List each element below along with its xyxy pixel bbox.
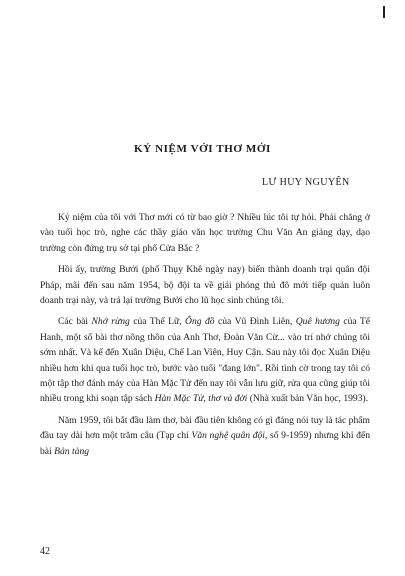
- paragraph: [40, 413, 370, 459]
- paragraph-text: Kỷ niệm của tôi với Thơ mới có từ bao giờ ? Nhiều lúc tôi tự hỏi. Phải chăng ở vào tuổi học trò, nghe các thầy giáo văn học trường Chu Văn An giảng dạy, dạo trường còn đứng trụ sở tại phố Cửa Bắc ?: [40, 212, 370, 254]
- paragraph-text: của Tế Hanh, một số bài thơ nông thôn của Anh Thơ, Đoàn Văn Cừ... vào trí nhớ chúng tôi sớm nhất. Và kế đến Xuân Diệu, Chế Lan Viên, Huy Cận. Sau này tôi đọc Xuân Diệu nhiều hơn khi qua tuổi học trò, bước vào tuổi "đang lớn". Rồi tình cờ trong tay tôi có một tập thơ đánh máy của Hàn Mặc Tử đến nay tôi vẫn lưu giữ, rửa qua cũng giúp tôi nhiều trong khi soạn tập sách: [40, 316, 370, 405]
- paragraph-text: Năm 1959, tôi bắt đầu làm thơ, bài đầu tiên không có gì đáng nói tuy là tác phẩm đầu tay dài hơn một trăm câu (Tạp chí: [40, 414, 370, 442]
- paragraph-text: Hồi ấy, trường Bưởi (phố Thụy Khê ngày nay) biến thành doanh trại quân đội Pháp, mãi đến sau năm 1954, bộ đội ta về giải phóng thủ đô mới tiếp quản luôn doanh trại này, và trả lại trường Bưởi cho lũ học sinh chúng tôi.: [40, 264, 370, 307]
- paragraph-text: của Vũ Đình Liên,: [214, 316, 296, 328]
- paragraph-text: Các bài: [58, 316, 92, 328]
- italic-title-text: Bản tàng: [54, 445, 90, 457]
- article-title: KỶ NIỆM VỚI THƠ MỚI: [134, 143, 271, 155]
- author-name: LƯ HUY NGUYÊN: [262, 177, 350, 188]
- paragraph: [40, 314, 370, 406]
- italic-title-text: Hàn Mặc Tử, thơ và đời: [154, 393, 248, 405]
- paragraph-text: (Nhà xuất bản Văn học, 1993).: [247, 393, 369, 405]
- paragraph-text: của Thế Lữ,: [129, 316, 186, 328]
- paragraph: [40, 262, 370, 308]
- paragraph: [40, 210, 370, 256]
- page-edge-mark: [383, 6, 385, 18]
- paragraph-text: , số 9-1959) nhưng khi đến bài: [40, 430, 370, 457]
- italic-title-text: Nhớ rừng: [91, 316, 130, 328]
- article-body: [40, 210, 370, 465]
- italic-title-text: Quê hương: [295, 316, 340, 328]
- italic-title-text: Ông đồ: [185, 316, 215, 328]
- page-number: 42: [40, 546, 50, 557]
- italic-title-text: Văn nghệ quân đội: [191, 430, 265, 442]
